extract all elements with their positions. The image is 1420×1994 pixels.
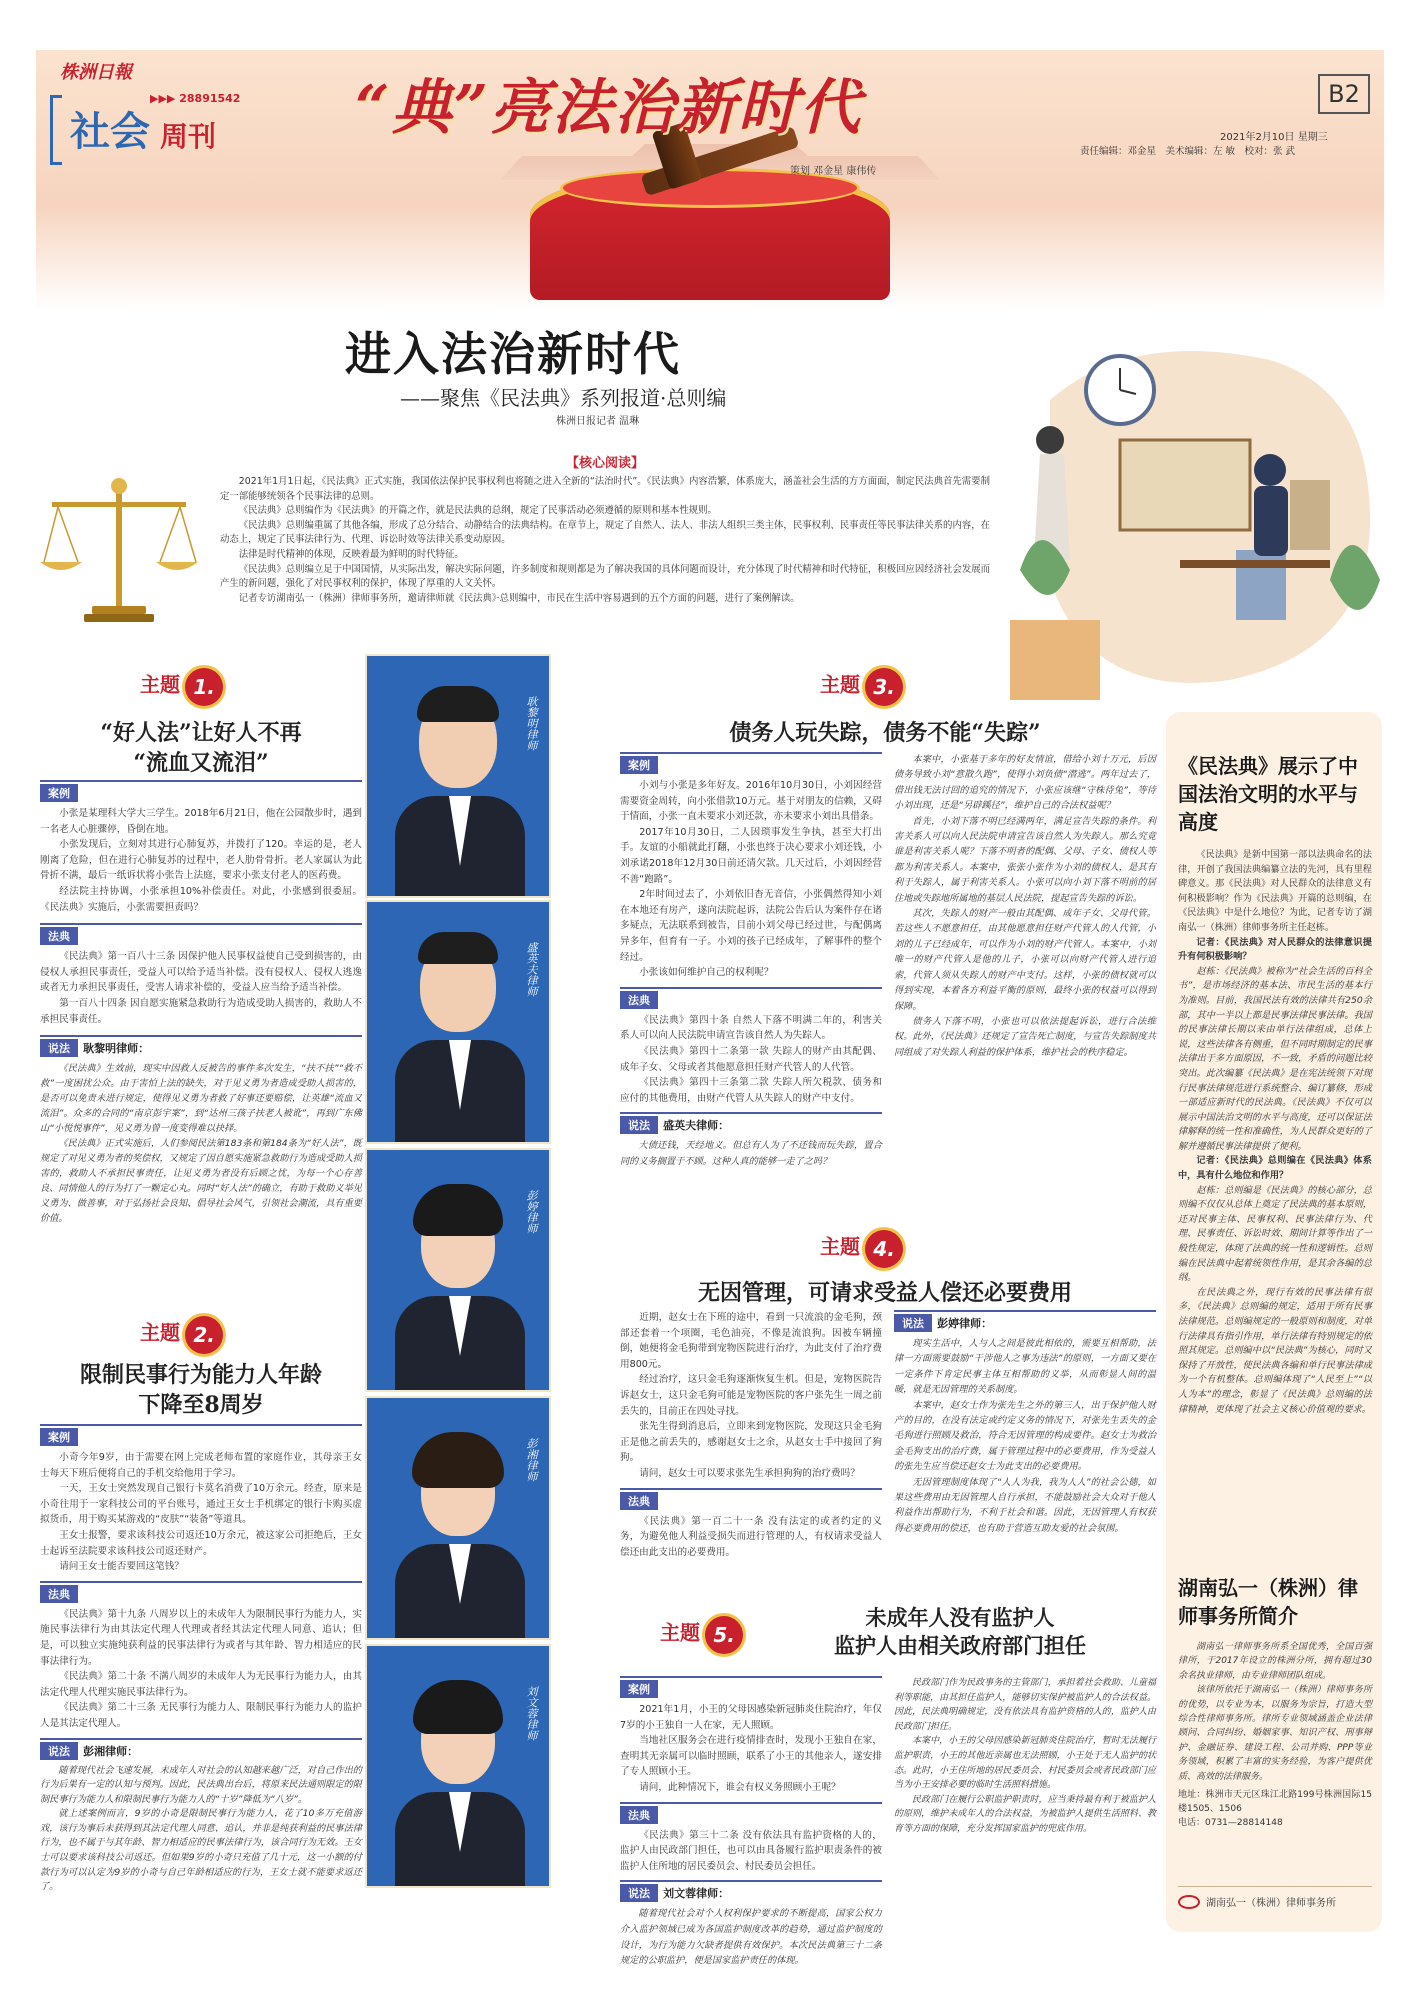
theme-number-badge: 3. <box>865 668 903 706</box>
core-paragraph: 记者专访湖南弘一（株洲）律师事务所，邀请律师就《民法典》·总则编中，市民在生活中容易遇到的五个方面的问题，进行了案例解读。 <box>238 592 800 604</box>
editors-line: 责任编辑：邓金星 美术编辑：左 敏 校对：张 武 <box>1080 146 1296 157</box>
lawyer-name: 耿黎明律师： <box>83 1042 150 1056</box>
theme-5-left-col: 案例 2021年1月，小王的父母因感染新冠肺炎住院治疗，年仅7岁的小王独自一人在家，无人照顾。 当地社区服务会在进行疫情排查时，发现小王独自在家，查明其无亲属可以临时照顾，联系了小王的其他亲人，遂安排了专人照顾小王。 请问，此种情况下，谁会有权义务照顾小王呢？ 法典 《民法典》第三十二条 没有依法具有监护资格的人的，监护人由民政部门担任，也可以由具备履行监护职责条件的被监护人住所地的居民委员会、村民委员会担任。 说法 刘文蓉律师： 随着现代社会对个人权利保护要求的不断提高，国家公权力介入监护领域已成为各国监护制度改革的趋势，通过监护制度的设计，为行为能力欠缺者提供有效保护。本次民法典第三十二条规定的公职监护，便是国家监护责任的体现。 <box>620 1676 882 1969</box>
case-tag: 案例 <box>40 784 78 802</box>
theme-5-header: 主题 5. <box>660 1616 743 1654</box>
theme-3-left-col: 案例 小刘与小张是多年好友。2016年10月30日，小刘因经营需要资金周转，向小张借款10万元。基于对朋友的信赖，又碍于情面，小张一直未要求小刘还款，亦未要求小刘出具借条。 2017年10月30日，二人因琐事发生争执，甚至大打出手。友谊的小船就此打翻，小张也终于决心要求小刘还钱，小刘承诺2018年12月30日前还清欠款。几天过后，小刘因经营不善“跑路”。 2年时间过去了，小刘依旧杳无音信，小张偶然得知小刘在本地还有房产，遂向法院起诉，法院公告后认为案件存在诸多疑点，无法联系到被告，目前小刘父母已经过世，与配偶离异多年，但育有一子。小刘的孩子已经成年，了解事件的整个经过。 小张该如何维护自己的权利呢？ 法典 《民法典》第四十条 自然人下落不明满二年的，利害关系人可以向人民法院申请宣告该自然人为失踪人。 《民法典》第四十二条第一款 失踪人的财产由其配偶、成年子女、父母或者其他愿意担任财产代管人的人代管。 《民法典》第四十三条第二款 失踪人所欠税款、债务和应付的其他费用，由财产代管人从失踪人的财产中支付。 说法 盛英夫律师： 大债还钱，天经地义。但总有人为了不还钱而玩失踪，置合同的义务搁置于不顾。这种人真的能够一走了之吗？ <box>620 752 882 1169</box>
theme-2-title: 限制民事行为能力人年龄 下降至8周岁 <box>79 1362 322 1418</box>
phone-arrow-icon: ▶▶▶ <box>150 92 176 105</box>
lawyer-photo: 盛英夫律师 <box>365 900 551 1144</box>
core-reading-box <box>220 452 990 640</box>
banner-planners: 策划 邓金星 康伟传 <box>790 166 877 177</box>
page-number: B2 <box>1318 74 1370 114</box>
theme-3-right-col: 本案中，小张基于多年的好友情谊，借给小刘十万元，后因债务导致小刘“意散久跑”，使得小刘负债“潜逃”。两年过去了，借出钱无法讨回的追究的情况下，小张应该继“守株待兔”，等待小刘出现，还是“另辟蹊径”，维护自己的合法权益呢？ 首先，小刘下落不明已经满两年，满足宣告失踪的条件。利害关系人可以向人民法院申请宣告该自然人为失踪人。那么究竟谁是利害关系人呢？下落不明者的配偶、父母、子女、债权人等都为利害关系人。本案中，张张小张作为小刘的债权人，是其有利于失踪人，属于利害关系人。小张可以向小刘下落不明前的居住地或失踪地所属地的基层人民法院，提起宣告失踪的诉讼。 其次，失踪人的财产一般由其配偶、成年子女、父母代管。若这些人不愿意担任，由其他愿意担任财产代管人的人代管，小刘的儿子已经成年，可以作为小刘的财产代管人。本案中，小刘唯一的财产代管人是他的儿子，小张可以向财产代管人进行追索，代管人须从失踪人的财产中支付。这样，小张的债权就可以得到实现，本着各方利益平衡的原则，最终小张的权益可以得到保障。 债务人下落不明，小张也可以依法提起诉讼，进行合法维权。此外，《民法典》还规定了宣告死亡制度，与宣告失踪制度共同组成了对失踪人利益的保护体系，维护社会的秩序稳定。 <box>894 754 1156 1058</box>
paper-logo: 株洲日報 <box>60 62 132 83</box>
talk-tag: 说法 <box>40 1039 78 1057</box>
theme-5-right-col: 民政部门作为民政事务的主管部门，承担着社会救助、儿童福利等职能，由其担任监护人，能够切实保护被监护人的合法权益。因此，民法典明确规定，没有依法具有监护资格的人的，监护人由民政部门担任。 本案中，小王的父母因感染新冠肺炎住院治疗，暂时无法履行监护职责，小王的其他近亲属也无法照顾，小王处于无人监护的状态。此时，小王住所地的居民委员会、村民委员会或者民政部门应当为小王安排必要的临时生活照料措施。 民政部门在履行公职监护职责时，应当秉持最有利于被监护人的原则，维护未成年人的合法权益，为被监护人提供生活照料、教育等方面的保障，充分发挥国家监护的兜底作用。 <box>894 1678 1156 1834</box>
issue-date: 2021年2月10日 星期三 <box>1220 132 1328 143</box>
sidebar-body: 《民法典》是新中国第一部以法典命名的法律，开创了我国法典编纂立法的先河，具有里程碑意义。那《民法典》对人民群众的法律意义有何积极影响？作为《民法典》开篇的总则编，在《民法典》中是什么地位？为此，记者专访了湖南弘一（株洲）律师事务所主任赵栋。 记者：《民法典》对人民群众的法律意识提升有何积极影响？ 赵栋：《民法典》被称为“社会生活的百科全书”，是市场经济的基本法、市民生活的基本行为准则。目前，我国民法有效的法律共有250余部，其中一半以上都是民事法律民事法律。我国的民事法律长期以来由单行法律组成，总体上说，这些法律各有侧重，但不同时期制定的民事法律出于多方面原因，不一致，矛盾的问题比较突出。此次编纂《民法典》是在宪法统领下对现行民事法律规范进行系统整合、编订纂修，形成一部适应新时代的民法典。《民法典》不仅可以展示中国法治文明的水平与高度，还可以保证法律解释的统一性和准确性，为人民群众更好的了解并遵循民事法律提供了便利。 记者：《民法典》总则编在《民法典》体系中，具有什么地位和作用？ 赵栋：总则编是《民法典》的核心部分，总则编不仅仅从总体上奠定了民法典的基本原则，还对民事主体、民事权利、民事法律行为、代理、民事责任、诉讼时效、期间计算等作出了一般性规定，体现了法典的统一性和逻辑性。总则编在民法典中起着统领性作用，是其余各编的总纲。 在民法典之外，现行有效的民事法律有很多，《民法典》总则编的规定，适用于所有民事法律规范。总则编规定的一般原则和制度，对单行法律具有指引作用，单行法律有特别规定的依照其规定。总则编中以“民法典”为核心，同时又保持了开放性，使民法典各编和单行民事法律成为一个有机整体。总则编体现了“人民至上”“以人为本”的理念，彰显了《民法典》总则编的法律精神，更体现了社会主义核心价值观的要求。 <box>1178 849 1372 1415</box>
core-paragraph: 2021年1月1日起，《民法典》正式实施，我国依法保护民事权利也将随之进入全新的“法治时代”。《民法典》内容浩繁，体系庞大，涵盖社会生活的方方面面，制定民法典首先需要制定一部能够统领各个民事法律的总则。 <box>220 476 990 502</box>
theme-4-title: 无因管理，可请求受益人偿还必要费用 <box>697 1280 1072 1306</box>
theme-number-badge: 2. <box>185 1316 223 1354</box>
law-tag: 法典 <box>40 927 78 945</box>
theme-4-left-col: 近期，赵女士在下班的途中，看到一只流浪的金毛狗，颈部还套着一个项圈，毛色油亮，不像是流浪狗。因被车辆撞倒，她便将金毛狗带到宠物医院进行治疗，为此支付了治疗费用800元。 经过治疗，这只金毛狗逐渐恢复生机。但是，宠物医院告诉赵女士，这只金毛狗可能是宠物医院的客户张先生一周之前丢失的，目前正在四处寻找。 张先生得到消息后，立即来到宠物医院，发现这只金毛狗正是他之前丢失的，感谢赵女士之余，从赵女士手中接回了狗狗。 请问，赵女士可以要求张先生承担狗狗的治疗费吗？ 法典 《民法典》第一百二十一条 没有法定的或者约定的义务，为避免他人利益受损失而进行管理的人，有权请求受益人偿还由此支出的必要费用。 <box>620 1312 882 1558</box>
core-paragraph: 《民法典》总则编重属了其他各编，形成了总分结合、动静结合的法典结构。在章节上，规定了自然人、法人、非法人组织三类主体，民事权利、民事责任等民事法律关系的内容，在动态上，规定了民事法律行为、代理、诉讼时效等法律关系变动原因。 <box>220 519 990 546</box>
scale-icon <box>38 474 200 624</box>
section-bracket <box>50 95 62 165</box>
lawyer-photo: 彭湘律师 <box>365 1396 551 1640</box>
core-reading-label: 【核心阅读】 <box>565 456 644 471</box>
byline: 株洲日报记者 温琳 <box>556 416 640 427</box>
banner-title: “典”亮法治新时代 <box>355 73 863 143</box>
theme-3-title: 债务人玩失踪，债务不能“失踪” <box>729 720 1041 746</box>
theme-1-title: “好人法”让好人不再 “流血又流泪” <box>100 720 302 776</box>
firm-phone: 电话：0731—28814148 <box>1178 1818 1283 1829</box>
core-paragraph: 《民法典》总则编立足于中国国情，从实际出发，解决实际问题，许多制度和规则都是为了解决我国的具体问题而设计，充分体现了时代精神和时代特征，积极回应因经济社会发展而产生的新问题，强化了对民事权利的保护，体现了厚重的人文关怀。 <box>220 563 990 590</box>
firm-logo-icon <box>1178 1895 1200 1909</box>
theme-5-title: 未成年人没有监护人 监护人由相关政府部门担任 <box>834 1605 1086 1658</box>
theme-3-header: 主题 3. <box>820 668 903 706</box>
theme-number-badge: 5. <box>705 1616 743 1654</box>
core-paragraph: 《民法典》总则编作为《民法典》的开篇之作，就是民法典的总纲，规定了民事活动必须遵循的原则和基本性规则。 <box>238 505 717 517</box>
theme-1-header: 主题 1. <box>140 668 223 706</box>
lawyer-photo: 刘文蓉律师 <box>365 1644 551 1888</box>
sidebar-title: 《民法典》展示了中国法治文明的水平与高度 <box>1178 754 1358 834</box>
theme-4-right-col: 说法 彭婷律师： 现实生活中，人与人之间是彼此相依的，需要互相帮助，法律一方面需要鼓励“干涉他人之事为违法”的原则，一方面又要在一定条件下肯定民事主体互相帮助的义举，从而彰显人间的温暖，就是无因管理的关系制度。 本案中，赵女士作为张先生之外的第三人，出于保护他人财产的目的，在没有法定或约定义务的情况下，对张先生丢失的金毛狗进行照顾及救治，符合无因管理的构成要件。赵女士为救治金毛狗支出的治疗费，属于管理过程中的必要费用，作为受益人的张先生应当偿还赵女士为此支出的必要费用。 无因管理制度体现了“人人为我，我为人人”的社会公德，如果这些费用由无因管理人自行承担，不能鼓励社会大众对于他人利益作出帮助行为，不利于社会和谐。因此，无因管理人有权获得必要费用的偿还，也有助于营造互助友爱的社会氛围。 <box>894 1310 1156 1536</box>
phone-number: ▶▶▶ 28891542 <box>150 92 241 105</box>
office-illustration <box>1010 320 1390 710</box>
core-paragraph: 法律是时代精神的体现，反映着最为鲜明的时代特征。 <box>238 548 464 560</box>
section-suffix: 周刊 <box>160 120 217 153</box>
firm-title: 湖南弘一（株洲）律师事务所简介 <box>1178 1576 1358 1628</box>
page-title: 进入法治新时代 <box>345 327 681 381</box>
lawyer-photo: 耿黎明律师 <box>365 654 551 898</box>
theme-number-badge: 4. <box>865 1230 903 1268</box>
page-subtitle: ——聚焦《民法典》系列报道·总则编 <box>400 386 727 410</box>
firm-address: 地址：株洲市天元区珠江北路199号株洲国际15楼1505、1506 <box>1178 1790 1372 1815</box>
theme-number-badge: 1. <box>185 668 223 706</box>
section-name: 社会 <box>70 109 150 155</box>
theme-1-body: 案例 小张是某理科大学大三学生。2018年6月21日，他在公园散步时，遇到一名老人心脏骤停，昏倒在地。 小张发现后，立刻对其进行心肺复苏，并拨打了120。幸运的是，老人刚离了危险，但在进行心肺复苏的过程中，老人肋骨骨折。老人家属认为此骨折不满，最后一纸诉状将小张告上法庭，要求小张支付老人的医药费。 经法院主持协调，小张承担10%补偿责任。对此，小张感到很委屈。《民法典》实施后，小张需要担责吗？ 法典 《民法典》第一百八十三条 因保护他人民事权益使自己受到损害的，由侵权人承担民事责任，受益人可以给予适当补偿。没有侵权人、侵权人逃逸或者无力承担民事责任，受害人请求补偿的，受益人应当给予适当补偿。 第一百八十四条 因自愿实施紧急救助行为造成受助人损害的，救助人不承担民事责任。 说法 耿黎明律师： 《民法典》生效前，现实中因救人反被告的事件多次发生，“扶不扶”“救不救”一度困扰公众。由于害怕上法的缺失，对于见义勇为者造成受助人损害的，是否可以免责未进行规定，使得见义勇为者救了好事还要赔偿，让英雄“流血又流泪”。众多的合同的“南京彭宇案”，到“达州三孩子扶老人被讹”，再到广东佛山“小悦悦事件”，见义勇为曾一度变得难以抉择。 《民法典》正式实施后，人们参阅民法第183条和第184条为“好人法”，既规定了对见义勇为者的奖偿权，又规定了因自愿实施紧急救助行为造成受助人损害的，救助人不承担民事责任，让见义勇为者没有后顾之忧，为每一个心存善良、同情他人的行为打了一颗定心丸。同时“好人法”的确立，有助于救助义举见义勇为、做善事，对于弘扬社会良知、倡导社会风气，引领社会潮流，具有重要价值。 <box>40 780 362 1226</box>
firm-body: 湖南弘一律师事务所系全国优秀，全国百强律所，于2017年设立的株洲分所，拥有超过30余名执业律师，由专业律师团队组成。 该律所依托于湖南弘一（株洲）律师事务所的优势，以专业为本，以服务为宗旨，打造大型综合性律师事务所。律所专业领域涵盖企业法律顾问、合同纠纷、婚姻家事、知识产权、刑事辩护、金融证券、建设工程、公司并购、PPP等业务领域，积累了丰富的实务经验，为客户提供优质、高效的法律服务。 地址：株洲市天元区珠江北路199号株洲国际15楼1505、1506 电话：0731—28814148 <box>1178 1642 1372 1829</box>
theme-4-header: 主题 4. <box>820 1230 903 1268</box>
firm-footer-logo: 湖南弘一（株洲）律师事务所 <box>1178 1886 1372 1916</box>
theme-2-header: 主题 2. <box>140 1316 223 1354</box>
theme-2-body: 案例 小奇今年9岁，由于需要在网上完成老师布置的家庭作业，其母亲王女士每天下班后便将自己的手机交给他用于学习。 一天，王女士突然发现自己银行卡莫名消费了10万余元。经查，原来是小奇往用于一家科技公司的平台账号，通过王女士手机绑定的银行卡购买虚拟货币，用于购买某游戏的“皮肤”“装备”等道具。 王女士报警，要求该科技公司返还10万余元，被这家公司拒绝后，王女士起诉至法院要求该科技公司返还财产。 请问王女士能否要回这笔钱？ 法典 《民法典》第十九条 八周岁以上的未成年人为限制民事行为能力人，实施民事法律行为由其法定代理人代理或者经其法定代理人同意、追认；但是，可以独立实施纯获利益的民事法律行为或者与其年龄、智力相适应的民事法律行为。 《民法典》第二十条 不满八周岁的未成年人为无民事行为能力人，由其法定代理人代理实施民事法律行为。 《民法典》第二十三条 无民事行为能力人、限制民事行为能力人的监护人是其法定代理人。 说法 彭湘律师： 随着现代社会飞速发展，未成年人对社会的认知越来越广泛，对自己作出的行为后果有一定的认知与预判。因此，民法典出台后，将原来民法通则限定的限制民事行为能力人和限制民事行为能力人的“十岁”降低为“八岁”。 就上述案例而言，9岁的小奇是限制民事行为能力人，花了10多万充值游戏，该行为事后未获得到其法定代理人同意、追认，并非是纯获利益的民事法律行为，也不属于与其年龄、智力相适应的民事法律行为，该合同行为无效。王女士可以要求该科技公司返还。但如果9岁的小奇只充值了几十元，这一小额的付款行为可以认定为9岁的小奇与自己年龄相适应的行为，王女士就不能要求返还了。 <box>40 1424 362 1895</box>
lawyer-photo: 彭婷律师 <box>365 1148 551 1392</box>
